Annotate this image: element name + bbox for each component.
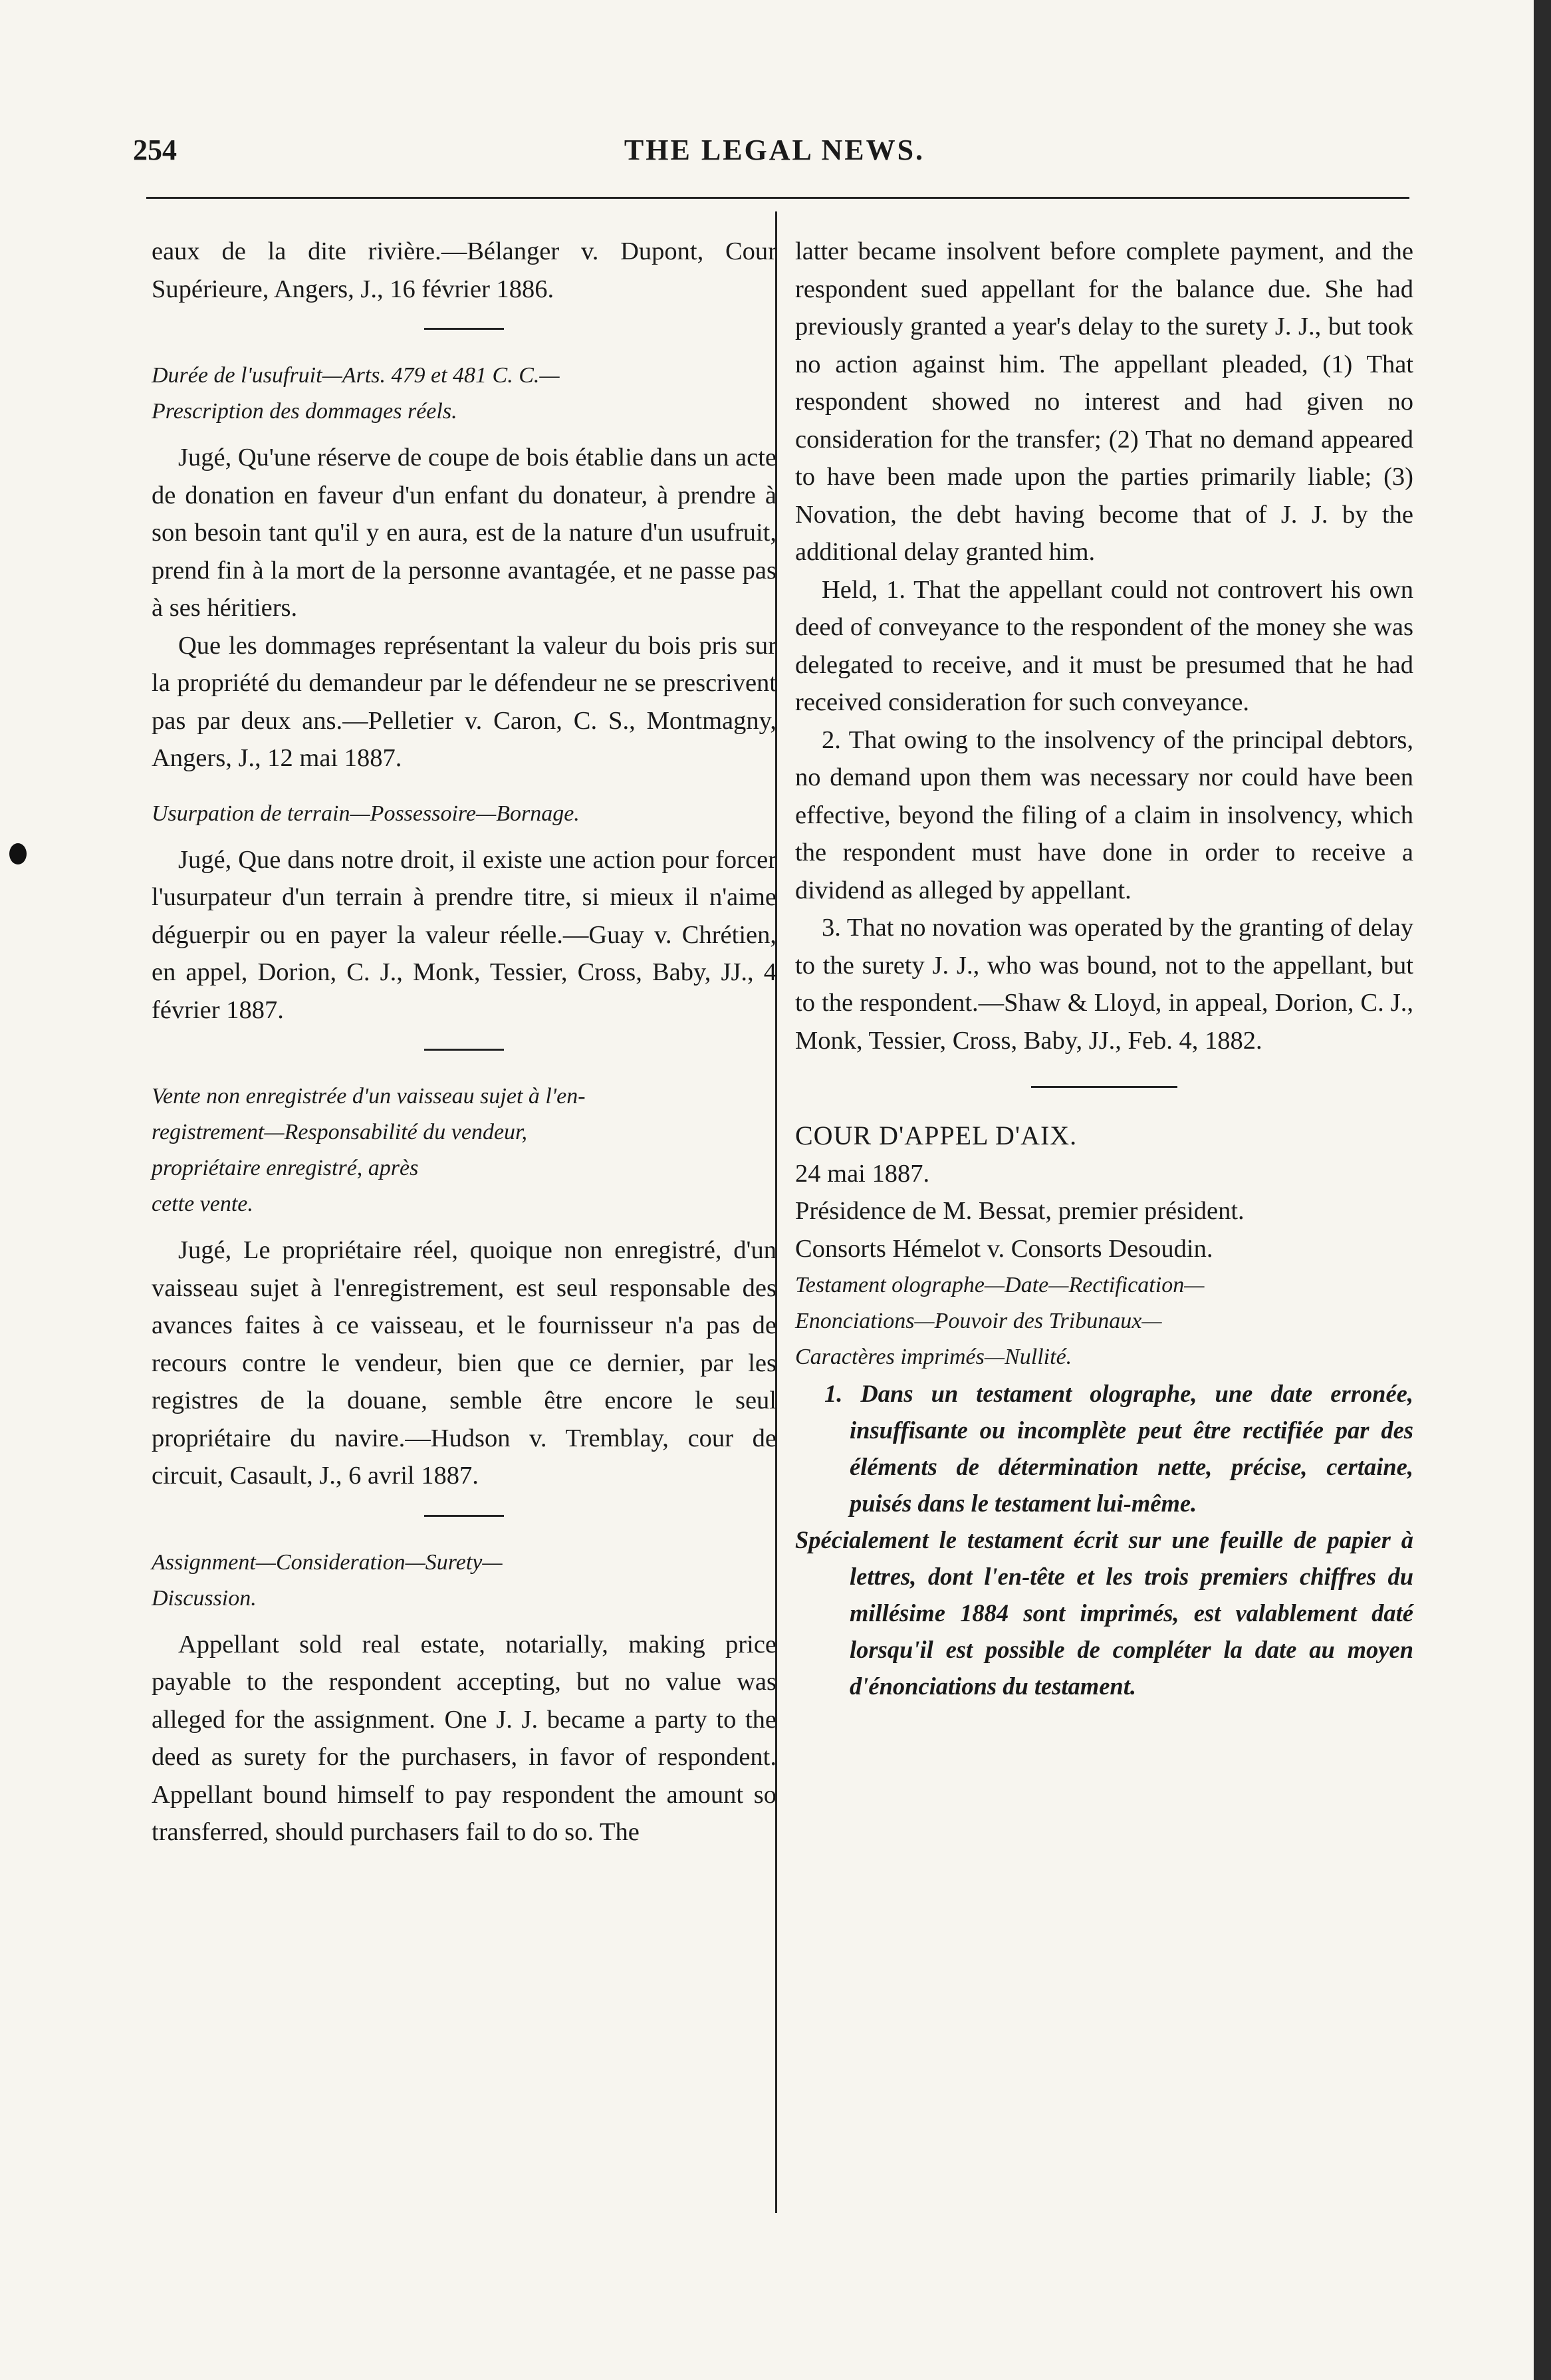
paragraph: 3. That no novation was operated by the granting of delay to the surety J. J., who was bound, not to the appellant, but to the respondent.—Shaw & Lloyd, in appeal, Dorion, C. J., Monk, Tessier, Cross, Baby, JJ., Feb. 4, 1882.	[795, 914, 1413, 1055]
special-holding: Spécialement le testament écrit sur une feuille de papier à lettres, dont l'en-tête et les trois premiers chiffres du millésime 1884 sont imprimés, est valablement daté lorsqu'il est possible de compléter la date au moyen d'énonciations du testament.	[795, 1526, 1413, 1700]
case-heading-line: Testament olographe—Date—Rectification—	[795, 1273, 1205, 1297]
paragraph: Jugé, Que dans notre droit, il existe une action pour forcer l'usurpateur d'un terrain à prendre titre, si mieux il n'aime déguerpir ou en payer la valeur réelle.—Guay v. Chrétien, en appel, Dorion, C. J., Monk, Tessier, Cross, Baby, JJ., 4 février 1887.	[152, 845, 776, 1024]
section-rule	[424, 1049, 504, 1051]
parties-line: Consorts Hémelot v. Consorts Desoudin.	[795, 1234, 1213, 1263]
case-heading-line: Vente non enregistrée d'un vaisseau sujet à l'en-	[152, 1084, 586, 1109]
case-heading-line: propriétaire enregistré, après	[152, 1156, 419, 1180]
section-rule	[1031, 1086, 1177, 1088]
case-heading-line: Enonciations—Pouvoir des Tribunaux—	[795, 1309, 1162, 1333]
case-heading-line: Discussion.	[152, 1585, 257, 1611]
paragraph: Que les dommages représentant la valeur du bois pris sur la propriété du demandeur par le défendeur ne se prescrivent pas par deux ans.—Pelletier v. Caron, C. S., Montmagny, Angers, J., 12 mai 1887.	[152, 631, 776, 772]
right-column	[795, 233, 1413, 1704]
paragraph: latter became insolvent before complete payment, and the respondent sued appellant for the balance due. She had previously granted a year's delay to the surety J. J., but took no action against him. The appellant pleaded, (1) That respondent showed no interest and had given no consideration for the transfer; (2) That no demand appeared to have been made upon the parties primarily liable; (3) Novation, the debt having become that of J. J. by the additional delay granted him.	[795, 237, 1413, 566]
case-heading-line: cette vente.	[152, 1192, 253, 1216]
paragraph: Appellant sold real estate, notarially, making price payable to the respondent accepting, but no value was alleged for the assignment. One J. J. became a party to the deed as surety for the purchasers, in favor of respondent. Appellant bound himself to pay respondent the amount so transferred, should purchasers fail to do so. The	[152, 1630, 776, 1846]
case-heading-line: Assignment—Consideration—Surety—	[152, 1549, 503, 1575]
case-heading-line: Caractères imprimés—Nullité.	[795, 1345, 1072, 1369]
page-edge-shadow	[1534, 0, 1551, 2380]
section-rule	[424, 1515, 504, 1517]
paragraph: Jugé, Qu'une réserve de coupe de bois établie dans un acte de donation en faveur d'un enfant du donateur, à prendre à son besoin tant qu'il y en aura, est de la nature d'un usufruit, prend fin à la mort de la personne avantagée, et ne passe pas à ses héritiers.	[152, 444, 776, 622]
left-column	[152, 233, 776, 1851]
case-heading-line: Usurpation de terrain—Possessoire—Bornage.	[152, 801, 580, 826]
case-heading-line: Prescription des dommages réels.	[152, 399, 457, 424]
page-number: 254	[133, 134, 177, 166]
decision-date: 24 mai 1887.	[795, 1159, 930, 1188]
paragraph: Jugé, Le propriétaire réel, quoique non enregistré, d'un vaisseau sujet à l'enregistrement, est seul responsable des avances faites à ce vaisseau, et le fournisseur n'a pas de recours contre le vendeur, bien que ce dernier, par les registres de la douane, semble être encore le seul propriétaire du navire.—Hudson v. Tremblay, cour de circuit, Casault, J., 6 avril 1887.	[152, 1236, 776, 1490]
court-heading: COUR D'APPEL D'AIX.	[795, 1121, 1078, 1150]
page-header	[133, 133, 1416, 186]
ink-speck	[9, 843, 27, 864]
paragraph: eaux de la dite rivière.—Bélanger v. Dupont, Cour Supérieure, Angers, J., 16 février 1886.	[152, 237, 776, 303]
case-heading-line: Durée de l'usufruit—Arts. 479 et 481 C. C.—	[152, 363, 560, 388]
paragraph: Held, 1. That the appellant could not controvert his own deed of conveyance to the respondent of the money she was delegated to receive, and it must be presumed that he had received consideration for such conveyance.	[795, 575, 1413, 716]
paragraph: 2. That owing to the insolvency of the principal debtors, no demand upon them was necessary nor could have been effective, beyond the filing of a claim in insolvency, which the respondent must have done in order to receive a dividend as alleged by appellant.	[795, 726, 1413, 904]
journal-title: THE LEGAL NEWS.	[624, 134, 925, 166]
case-heading-line: registrement—Responsabilité du vendeur,	[152, 1120, 528, 1144]
header-rule	[146, 197, 1409, 199]
section-rule	[424, 328, 504, 330]
presidence-line: Présidence de M. Bessat, premier président.	[795, 1197, 1245, 1225]
numbered-holding: 1. Dans un testament olographe, une date erronée, insuffisante ou incomplète peut être rectifiée par des éléments de détermination nette, précise, certaine, puisés dans le testament lui-même.	[824, 1380, 1413, 1517]
